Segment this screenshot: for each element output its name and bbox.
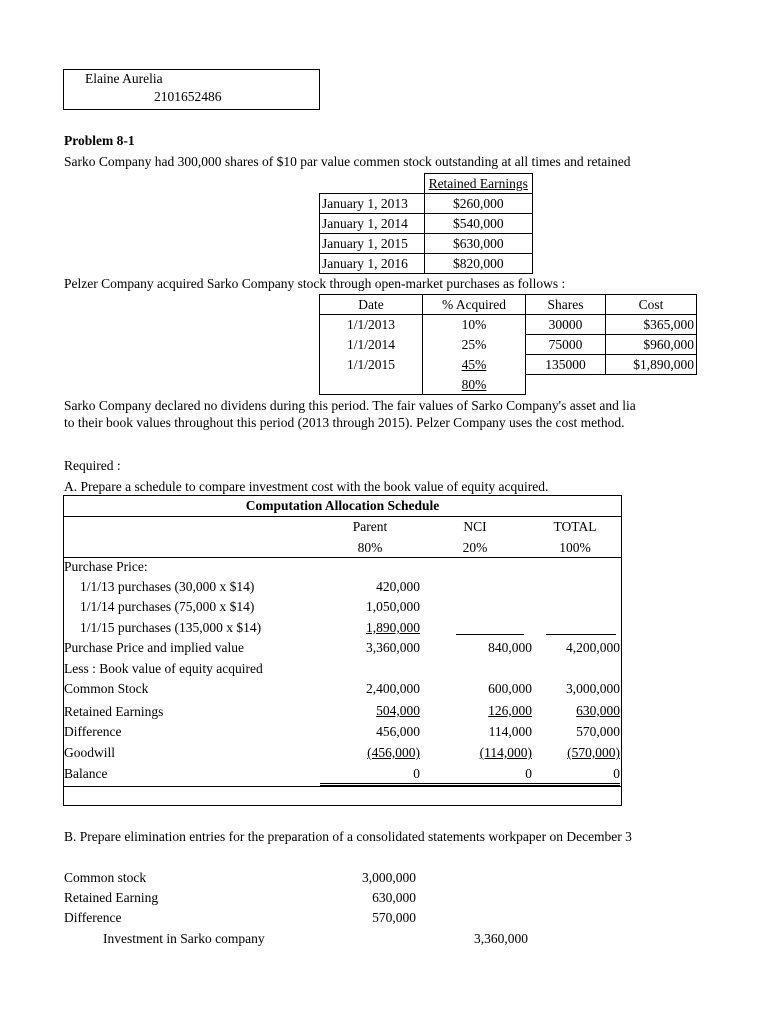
purchase-row [320, 335, 697, 355]
pct-total: 80% [423, 375, 526, 395]
re-date: January 1, 2015 [320, 234, 425, 254]
purchase-cost: $1,890,000 [606, 355, 697, 375]
student-name: Elaine Aurelia [85, 71, 163, 86]
re-row [320, 234, 533, 254]
entry-debit: 630,000 [372, 890, 416, 905]
pelzer-text: Pelzer Company acquired Sarko Company stock through open-market purchases as follows : [64, 276, 566, 291]
common-total: 3,000,000 [566, 681, 620, 696]
col-nci-pct: 20% [462, 540, 488, 555]
re-value: $820,000 [424, 254, 533, 274]
purchase-date: 1/1/2015 [320, 355, 423, 375]
goodwill-nci: (114,000) [479, 745, 532, 760]
col-nci: NCI [463, 519, 487, 534]
difference-label: Difference [64, 724, 122, 739]
purchase-total-row [320, 375, 697, 395]
col-total-pct: 100% [559, 540, 591, 555]
re-date: January 1, 2016 [320, 254, 425, 274]
re-row [320, 214, 533, 234]
purchase-price-label: Purchase Price: [64, 559, 148, 574]
re-row [320, 254, 533, 274]
re-value: $260,000 [424, 194, 533, 214]
balance-label: Balance [64, 766, 108, 781]
purchases-table [319, 294, 697, 395]
goodwill-label: Goodwill [64, 745, 116, 760]
re-header: Retained Earnings [424, 174, 533, 194]
purchase-label: 1/1/15 purchases (135,000 x $14) [80, 620, 262, 635]
schedule-footer-divider [63, 786, 622, 787]
purchase-parent: 1,050,000 [366, 599, 420, 614]
balance-parent: 0 [413, 766, 420, 781]
entry-credit: 3,360,000 [474, 931, 528, 946]
schedule-title: Computation Allocation Schedule [245, 498, 440, 513]
required-label: Required : [64, 458, 121, 473]
purchase-row [320, 315, 697, 335]
col-parent: Parent [352, 519, 388, 534]
purchase-date: 1/1/2013 [320, 315, 423, 335]
retained-earnings-table [319, 173, 533, 274]
entry-debit: 3,000,000 [362, 870, 416, 885]
retained-parent: 504,000 [376, 703, 420, 718]
implied-nci: 840,000 [488, 640, 532, 655]
purchase-shares: 30000 [526, 315, 606, 335]
purchase-parent: 1,890,000 [366, 620, 420, 635]
purchase-pct: 45% [423, 355, 526, 375]
purchase-row [320, 355, 697, 375]
balance-total: 0 [613, 766, 620, 781]
purchase-pct: 25% [423, 335, 526, 355]
problem-intro: Sarko Company had 300,000 shares of $10 par value commen stock outstanding at all times and retained [64, 154, 631, 169]
purchase-pct: 10% [423, 315, 526, 335]
schedule-title-divider [63, 516, 622, 517]
retained-label: Retained Earnings [64, 704, 164, 719]
implied-total: 4,200,000 [566, 640, 620, 655]
common-nci: 600,000 [488, 681, 532, 696]
col-parent-pct: 80% [357, 540, 383, 555]
goodwill-parent: (456,000) [367, 745, 420, 760]
part-a-text: A. Prepare a schedule to compare investment cost with the book value of equity acquired. [64, 479, 549, 494]
implied-label: Purchase Price and implied value [64, 640, 244, 655]
col-pct: % Acquired [423, 295, 526, 315]
purchase-label: 1/1/14 purchases (75,000 x $14) [80, 599, 255, 614]
nci-subtotal-line [456, 634, 524, 635]
student-id: 2101652486 [154, 89, 222, 104]
less-label: Less : Book value of equity acquired [64, 661, 263, 676]
retained-total: 630,000 [576, 703, 620, 718]
re-row [320, 194, 533, 214]
common-parent: 2,400,000 [366, 681, 420, 696]
purchase-date: 1/1/2014 [320, 335, 423, 355]
purchases-header-row [320, 295, 697, 315]
re-value: $630,000 [424, 234, 533, 254]
total-subtotal-line [546, 634, 616, 635]
col-total: TOTAL [553, 519, 597, 534]
entry-account: Investment in Sarko company [103, 931, 265, 946]
balance-nci: 0 [525, 766, 532, 781]
re-value: $540,000 [424, 214, 533, 234]
entry-account: Retained Earning [64, 890, 159, 905]
col-date: Date [320, 295, 423, 315]
part-b-text: B. Prepare elimination entries for the preparation of a consolidated statements workpaper on December 3 [64, 829, 632, 844]
purchase-cost: $960,000 [606, 335, 697, 355]
retained-nci: 126,000 [488, 703, 532, 718]
difference-total: 570,000 [576, 724, 620, 739]
purchase-shares: 135000 [526, 355, 606, 375]
purchase-parent: 420,000 [376, 579, 420, 594]
difference-nci: 114,000 [488, 724, 532, 739]
entry-debit: 570,000 [372, 910, 416, 925]
dividends-line-2: to their book values throughout this period (2013 through 2015). Pelzer Company uses the cost method. [64, 415, 625, 430]
implied-parent: 3,360,000 [366, 640, 420, 655]
goodwill-total: (570,000) [567, 745, 620, 760]
entry-account: Common stock [64, 870, 147, 885]
col-shares: Shares [526, 295, 606, 315]
re-date: January 1, 2013 [320, 194, 425, 214]
col-cost: Cost [606, 295, 697, 315]
entry-account: Difference [64, 910, 122, 925]
dividends-line-1: Sarko Company declared no dividens during this period. The fair values of Sarko Company's asset and lia [64, 398, 636, 413]
purchase-cost: $365,000 [606, 315, 697, 335]
purchase-label: 1/1/13 purchases (30,000 x $14) [80, 579, 255, 594]
difference-parent: 456,000 [376, 724, 420, 739]
balance-double-underline [320, 783, 620, 786]
common-label: Common Stock [64, 681, 149, 696]
problem-title: Problem 8-1 [64, 133, 135, 148]
purchase-shares: 75000 [526, 335, 606, 355]
re-date: January 1, 2014 [320, 214, 425, 234]
